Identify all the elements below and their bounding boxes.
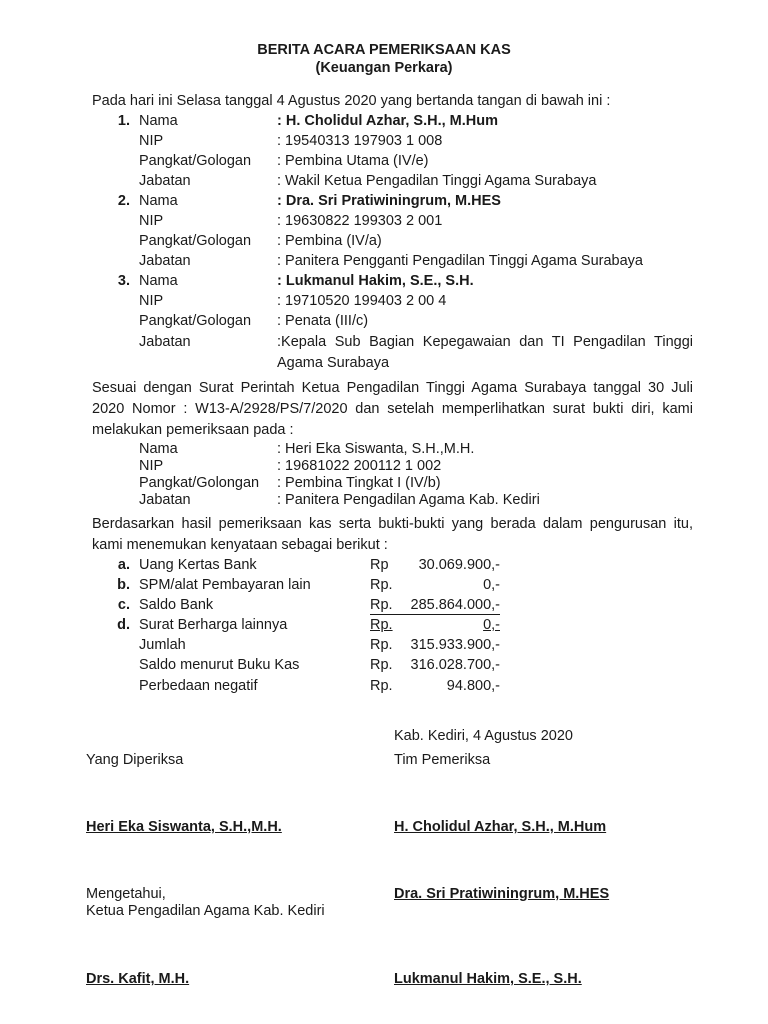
finding-difference-label: Perbedaan negatif xyxy=(139,678,258,694)
examinee-rank: : Pembina Tingkat I (IV/b) xyxy=(277,475,441,491)
finding-a-label: Uang Kertas Bank xyxy=(139,557,257,573)
official-2-nip-label: NIP xyxy=(139,213,164,229)
document-title: BERITA ACARA PEMERIKSAAN KAS xyxy=(257,42,511,58)
official-2-name: : Dra. Sri Pratiwiningrum, M.HES xyxy=(277,193,501,209)
official-2-rank-label: Pangkat/Gologan xyxy=(139,233,252,249)
amount-value: 94.800,- xyxy=(446,678,500,694)
official-2-nip: : 19630822 199303 2 001 xyxy=(277,213,443,229)
official-3-name: : Lukmanul Hakim, S.E., S.H. xyxy=(277,273,474,289)
finding-b-key: b. xyxy=(117,577,130,593)
official-3-position-label: Jabatan xyxy=(139,334,191,350)
currency-label: Rp. xyxy=(370,577,393,593)
examinee-name-label: Nama xyxy=(139,441,178,457)
official-1-rank-label: Pangkat/Gologan xyxy=(139,153,252,169)
official-3-rank-label: Pangkat/Gologan xyxy=(139,313,252,329)
examinee-position: : Panitera Pengadilan Agama Kab. Kediri xyxy=(277,492,540,508)
examiner-2-signature-name: Dra. Sri Pratiwiningrum, M.HES xyxy=(394,886,610,902)
paragraph-findings-intro: Berdasarkan hasil pemeriksaan kas serta bukti-bukti yang berada dalam pengurusan itu, kami menemukan kenyataan sebagai berikut : xyxy=(92,516,693,553)
finding-b-label: SPM/alat Pembayaran lain xyxy=(139,577,311,593)
official-3-position: :Kepala Sub Bagian Kepegawaian dan TI Pengadilan Tinggi Agama Surabaya xyxy=(277,334,693,371)
examiners-heading: Tim Pemeriksa xyxy=(394,752,491,768)
official-1-number: 1. xyxy=(117,113,130,129)
official-1-nip: : 19540313 197903 1 008 xyxy=(277,133,443,149)
currency-label: Rp xyxy=(370,557,389,573)
finding-total-label: Jumlah xyxy=(139,637,186,653)
finding-a-key: a. xyxy=(117,557,130,573)
official-1-nip-label: NIP xyxy=(139,133,164,149)
official-2-rank: : Pembina (IV/a) xyxy=(277,233,382,249)
amount-value: 30.069.900,- xyxy=(418,557,500,573)
finding-c-label: Saldo Bank xyxy=(139,597,214,613)
examinee-position-label: Jabatan xyxy=(139,492,191,508)
document-subtitle: (Keuangan Perkara) xyxy=(315,60,453,76)
place-date: Kab. Kediri, 4 Agustus 2020 xyxy=(394,728,573,744)
amount-value: 315.933.900,- xyxy=(410,637,500,653)
official-3-nip-label: NIP xyxy=(139,293,164,309)
official-3-nip: : 19710520 199403 2 00 4 xyxy=(277,293,447,309)
official-1-rank: : Pembina Utama (IV/e) xyxy=(277,153,429,169)
acknowledged-label: Mengetahui, xyxy=(86,886,166,902)
examinee-rank-label: Pangkat/Golongan xyxy=(139,475,260,491)
amount-value: 0,- xyxy=(483,617,500,633)
official-2-name-label: Nama xyxy=(139,193,178,209)
currency-label: Rp. xyxy=(370,597,393,613)
examinee-signature-name: Heri Eka Siswanta, S.H.,M.H. xyxy=(86,819,282,835)
currency-label: Rp. xyxy=(370,617,393,633)
examiner-1-signature-name: H. Cholidul Azhar, S.H., M.Hum xyxy=(394,819,607,835)
chief-title: Ketua Pengadilan Agama Kab. Kediri xyxy=(86,903,325,919)
official-1-name-label: Nama xyxy=(139,113,178,129)
currency-label: Rp. xyxy=(370,637,393,653)
official-2-position-label: Jabatan xyxy=(139,253,191,269)
official-2-number: 2. xyxy=(117,193,130,209)
chief-signature-name: Drs. Kafit, M.H. xyxy=(86,971,190,987)
official-1-name: : H. Cholidul Azhar, S.H., M.Hum xyxy=(277,113,498,129)
amount-value: 0,- xyxy=(483,577,500,593)
finding-d-label: Surat Berharga lainnya xyxy=(139,617,288,633)
official-3-rank: : Penata (III/c) xyxy=(277,313,369,329)
examinee-nip: : 19681022 200112 1 002 xyxy=(277,458,442,474)
intro-text: Pada hari ini Selasa tanggal 4 Agustus 2020 yang bertanda tangan di bawah ini : xyxy=(92,93,611,109)
amount-value: 285.864.000,- xyxy=(410,597,500,613)
examinee-nip-label: NIP xyxy=(139,458,164,474)
finding-c-key: c. xyxy=(117,597,130,613)
currency-label: Rp. xyxy=(370,657,393,673)
official-3-number: 3. xyxy=(117,273,130,289)
finding-d-key: d. xyxy=(117,617,130,633)
examiner-3-signature-name: Lukmanul Hakim, S.E., S.H. xyxy=(394,971,582,987)
official-2-position: : Panitera Pengganti Pengadilan Tinggi Agama Surabaya xyxy=(277,253,643,269)
examinee-heading: Yang Diperiksa xyxy=(86,752,184,768)
currency-label: Rp. xyxy=(370,678,393,694)
finding-ledger-label: Saldo menurut Buku Kas xyxy=(139,657,300,673)
official-3-name-label: Nama xyxy=(139,273,178,289)
examinee-name: : Heri Eka Siswanta, S.H.,M.H. xyxy=(277,441,475,457)
amount-value: 316.028.700,- xyxy=(410,657,500,673)
paragraph-mandate: Sesuai dengan Surat Perintah Ketua Pengadilan Tinggi Agama Surabaya tanggal 30 Juli 2020 Nomor : W13-A/2928/PS/7/2020 dan setelah memperlihatkan surat bukti diri, kami melakukan pemeriksaan pada : xyxy=(92,380,693,438)
official-1-position-label: Jabatan xyxy=(139,173,191,189)
official-1-position: : Wakil Ketua Pengadilan Tinggi Agama Surabaya xyxy=(277,173,597,189)
